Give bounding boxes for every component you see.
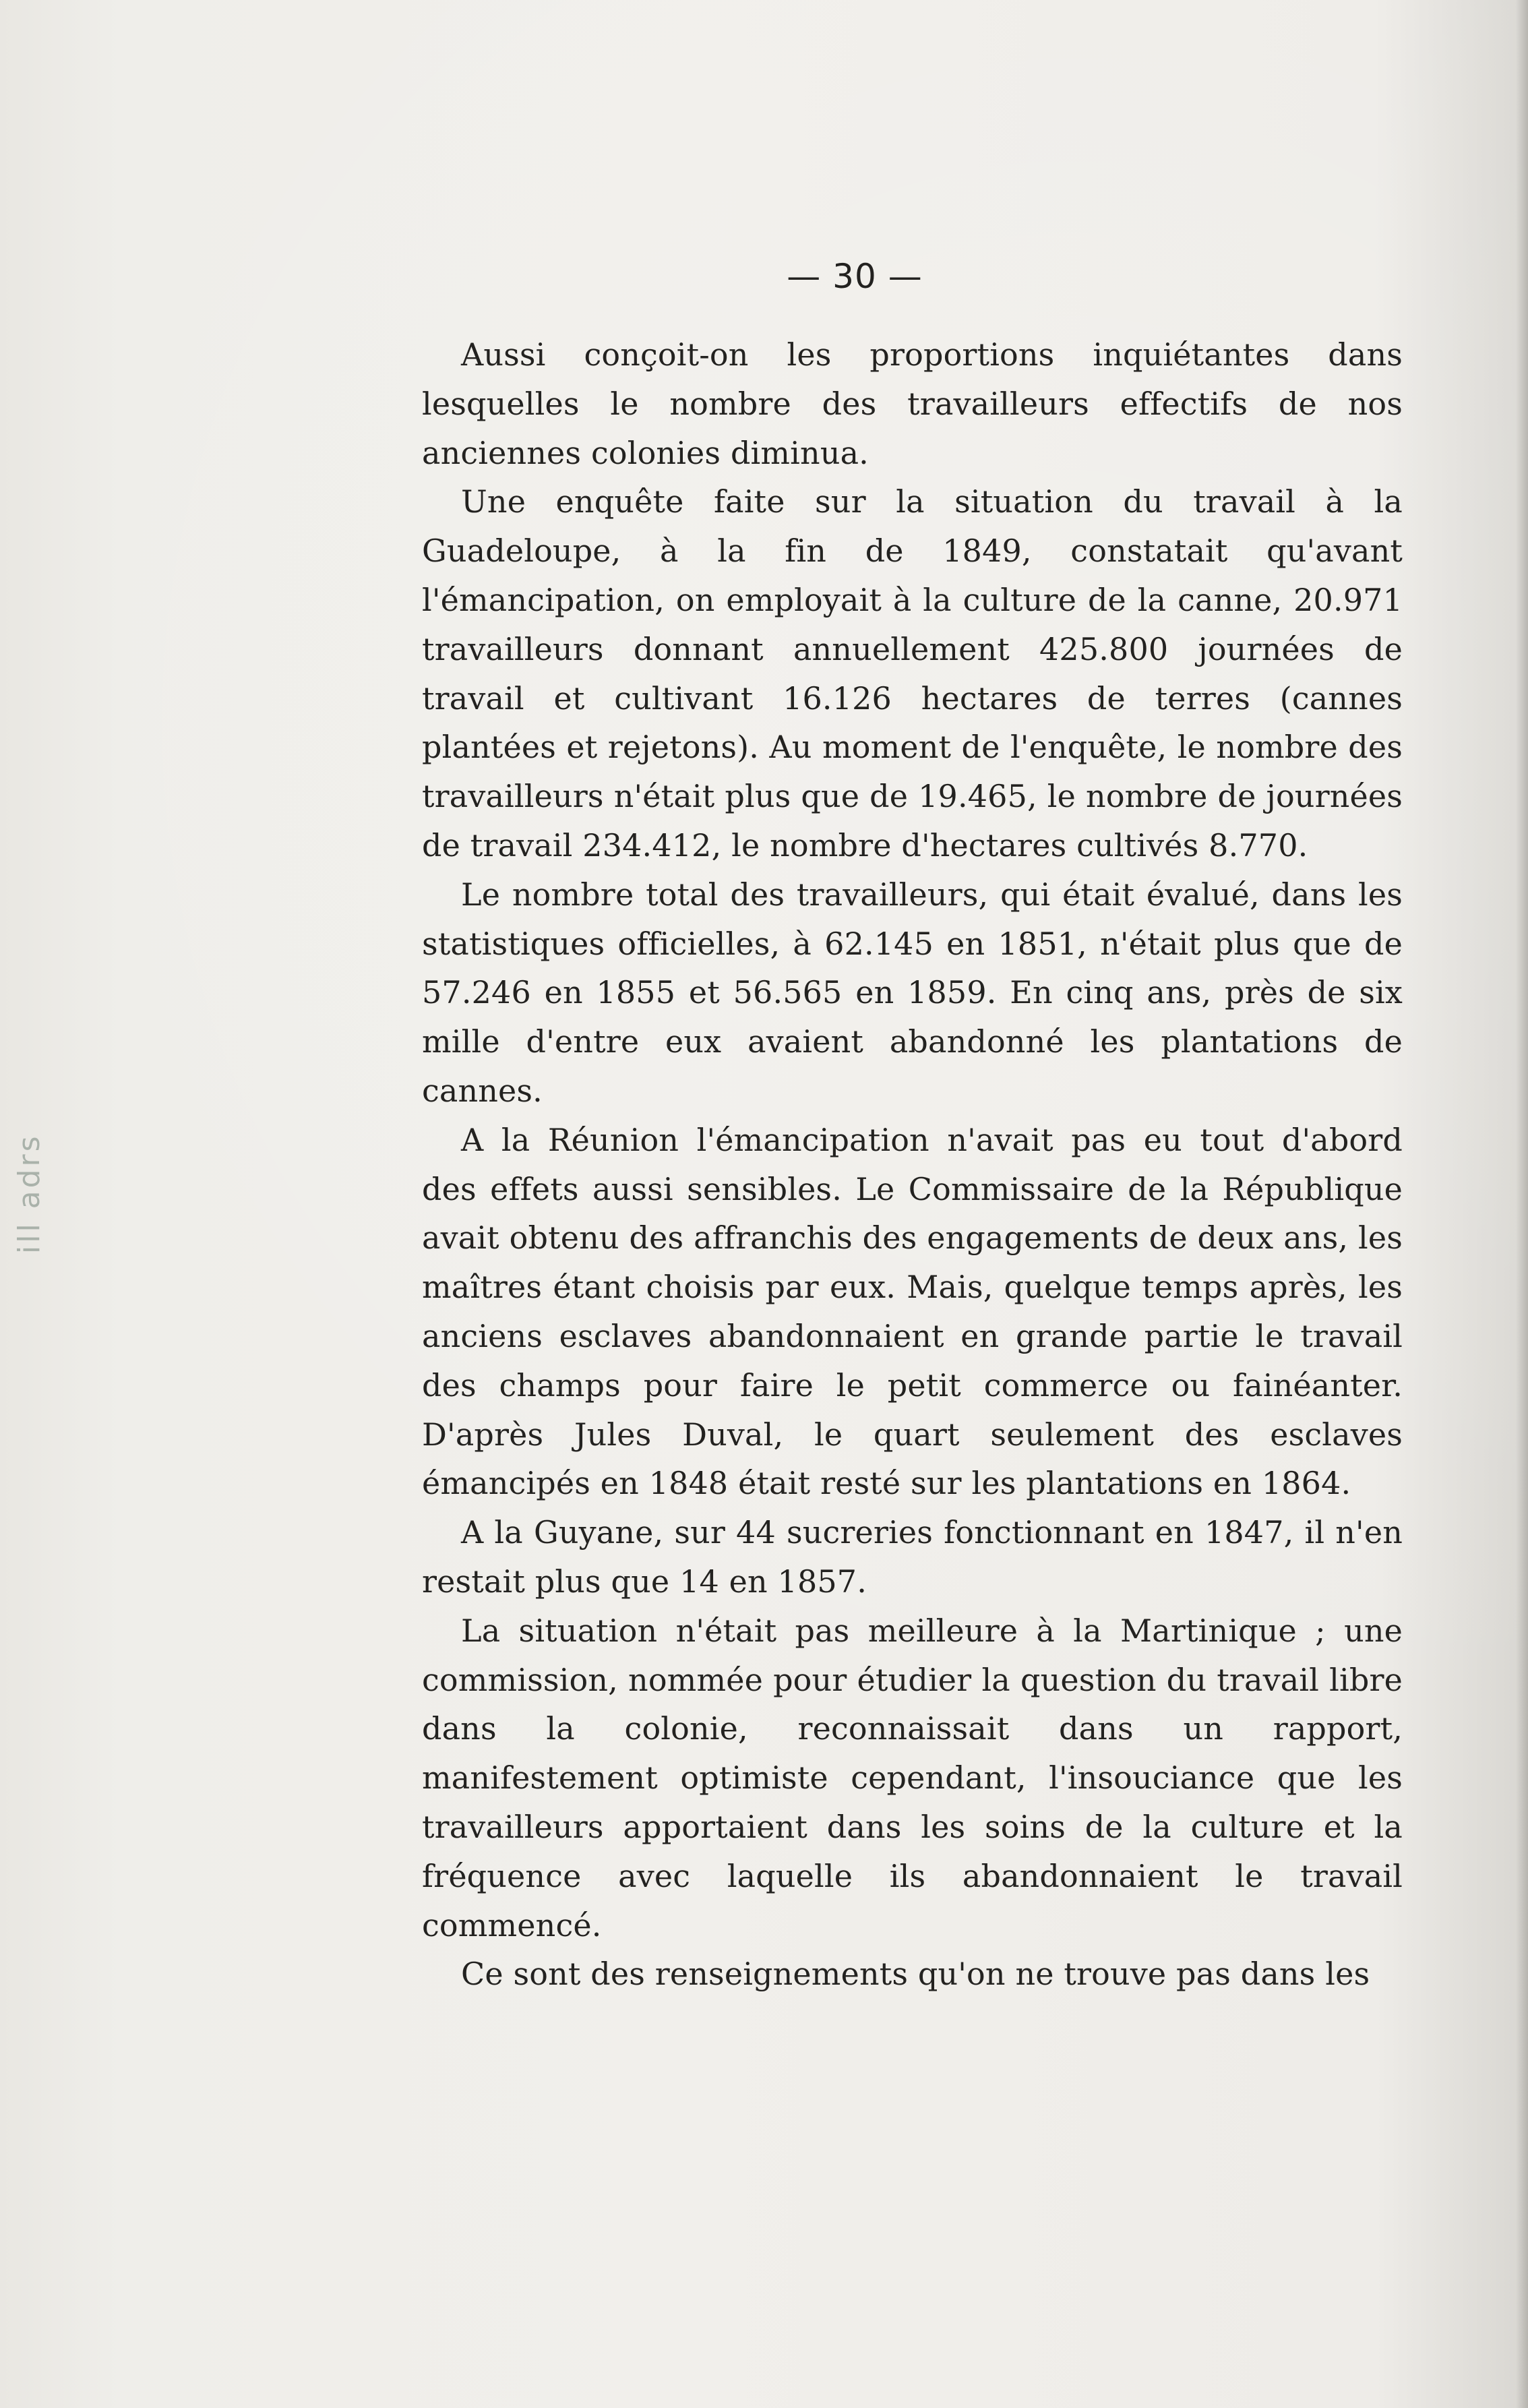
- paragraph: La situation n'était pas meilleure à la Martinique ; une commission, nommée pour étudier la question du travail libre dans la colonie, reconnaissait dans un rapport, manifestement optimiste cependant, l'insouciance que les travailleurs apportaient dans les soins de la culture et la fréquence avec laquelle ils abandonnaient le travail commencé.: [422, 1612, 1403, 1944]
- paragraph: Une enquête faite sur la situation du travail à la Guadeloupe, à la fin de 1849, constatait qu'avant l'émancipation, on employait à la culture de la canne, 20.971 travailleurs donnant annuellement 425.800 journées de travail et cultivant 16.126 hectares de terres (cannes plantées et rejetons). Au moment de l'enquête, le nombre des travailleurs n'était plus que de 19.465, le nombre de journées de travail 234.412, le nombre d'hectares cultivés 8.770.: [422, 483, 1403, 864]
- body-text: [422, 330, 1403, 1999]
- page-number: — 30 —: [787, 257, 923, 296]
- paragraph: Ce sont des renseignements qu'on ne trouve pas dans les: [461, 1956, 1370, 1993]
- paragraph: Aussi conçoit-on les proportions inquiétantes dans lesquelles le nombre des travailleurs effectifs de nos anciennes colonies diminua.: [422, 336, 1403, 471]
- page-edge-shadow: [1516, 0, 1528, 2408]
- library-stamp: ill adrs: [12, 1133, 47, 1254]
- paragraph: Le nombre total des travailleurs, qui était évalué, dans les statistiques officielles, à 62.145 en 1851, n'était plus que de 57.246 en 1855 et 56.565 en 1859. En cinq ans, près de six mille d'entre eux avaient abandonné les plantations de cannes.: [422, 876, 1403, 1109]
- paragraph: A la Guyane, sur 44 sucreries fonctionnant en 1847, il n'en restait plus que 14 en 1857.: [422, 1514, 1403, 1600]
- paragraph: A la Réunion l'émancipation n'avait pas eu tout d'abord des effets aussi sensibles. Le Commissaire de la République avait obtenu des affranchis des engagements de deux ans, les maîtres étant choisis par eux. Mais, quelque temps après, les anciens esclaves abandonnaient en grande partie le travail des champs pour faire le petit commerce ou fainéanter. D'après Jules Duval, le quart seulement des esclaves émancipés en 1848 était resté sur les plantations en 1864.: [422, 1121, 1403, 1502]
